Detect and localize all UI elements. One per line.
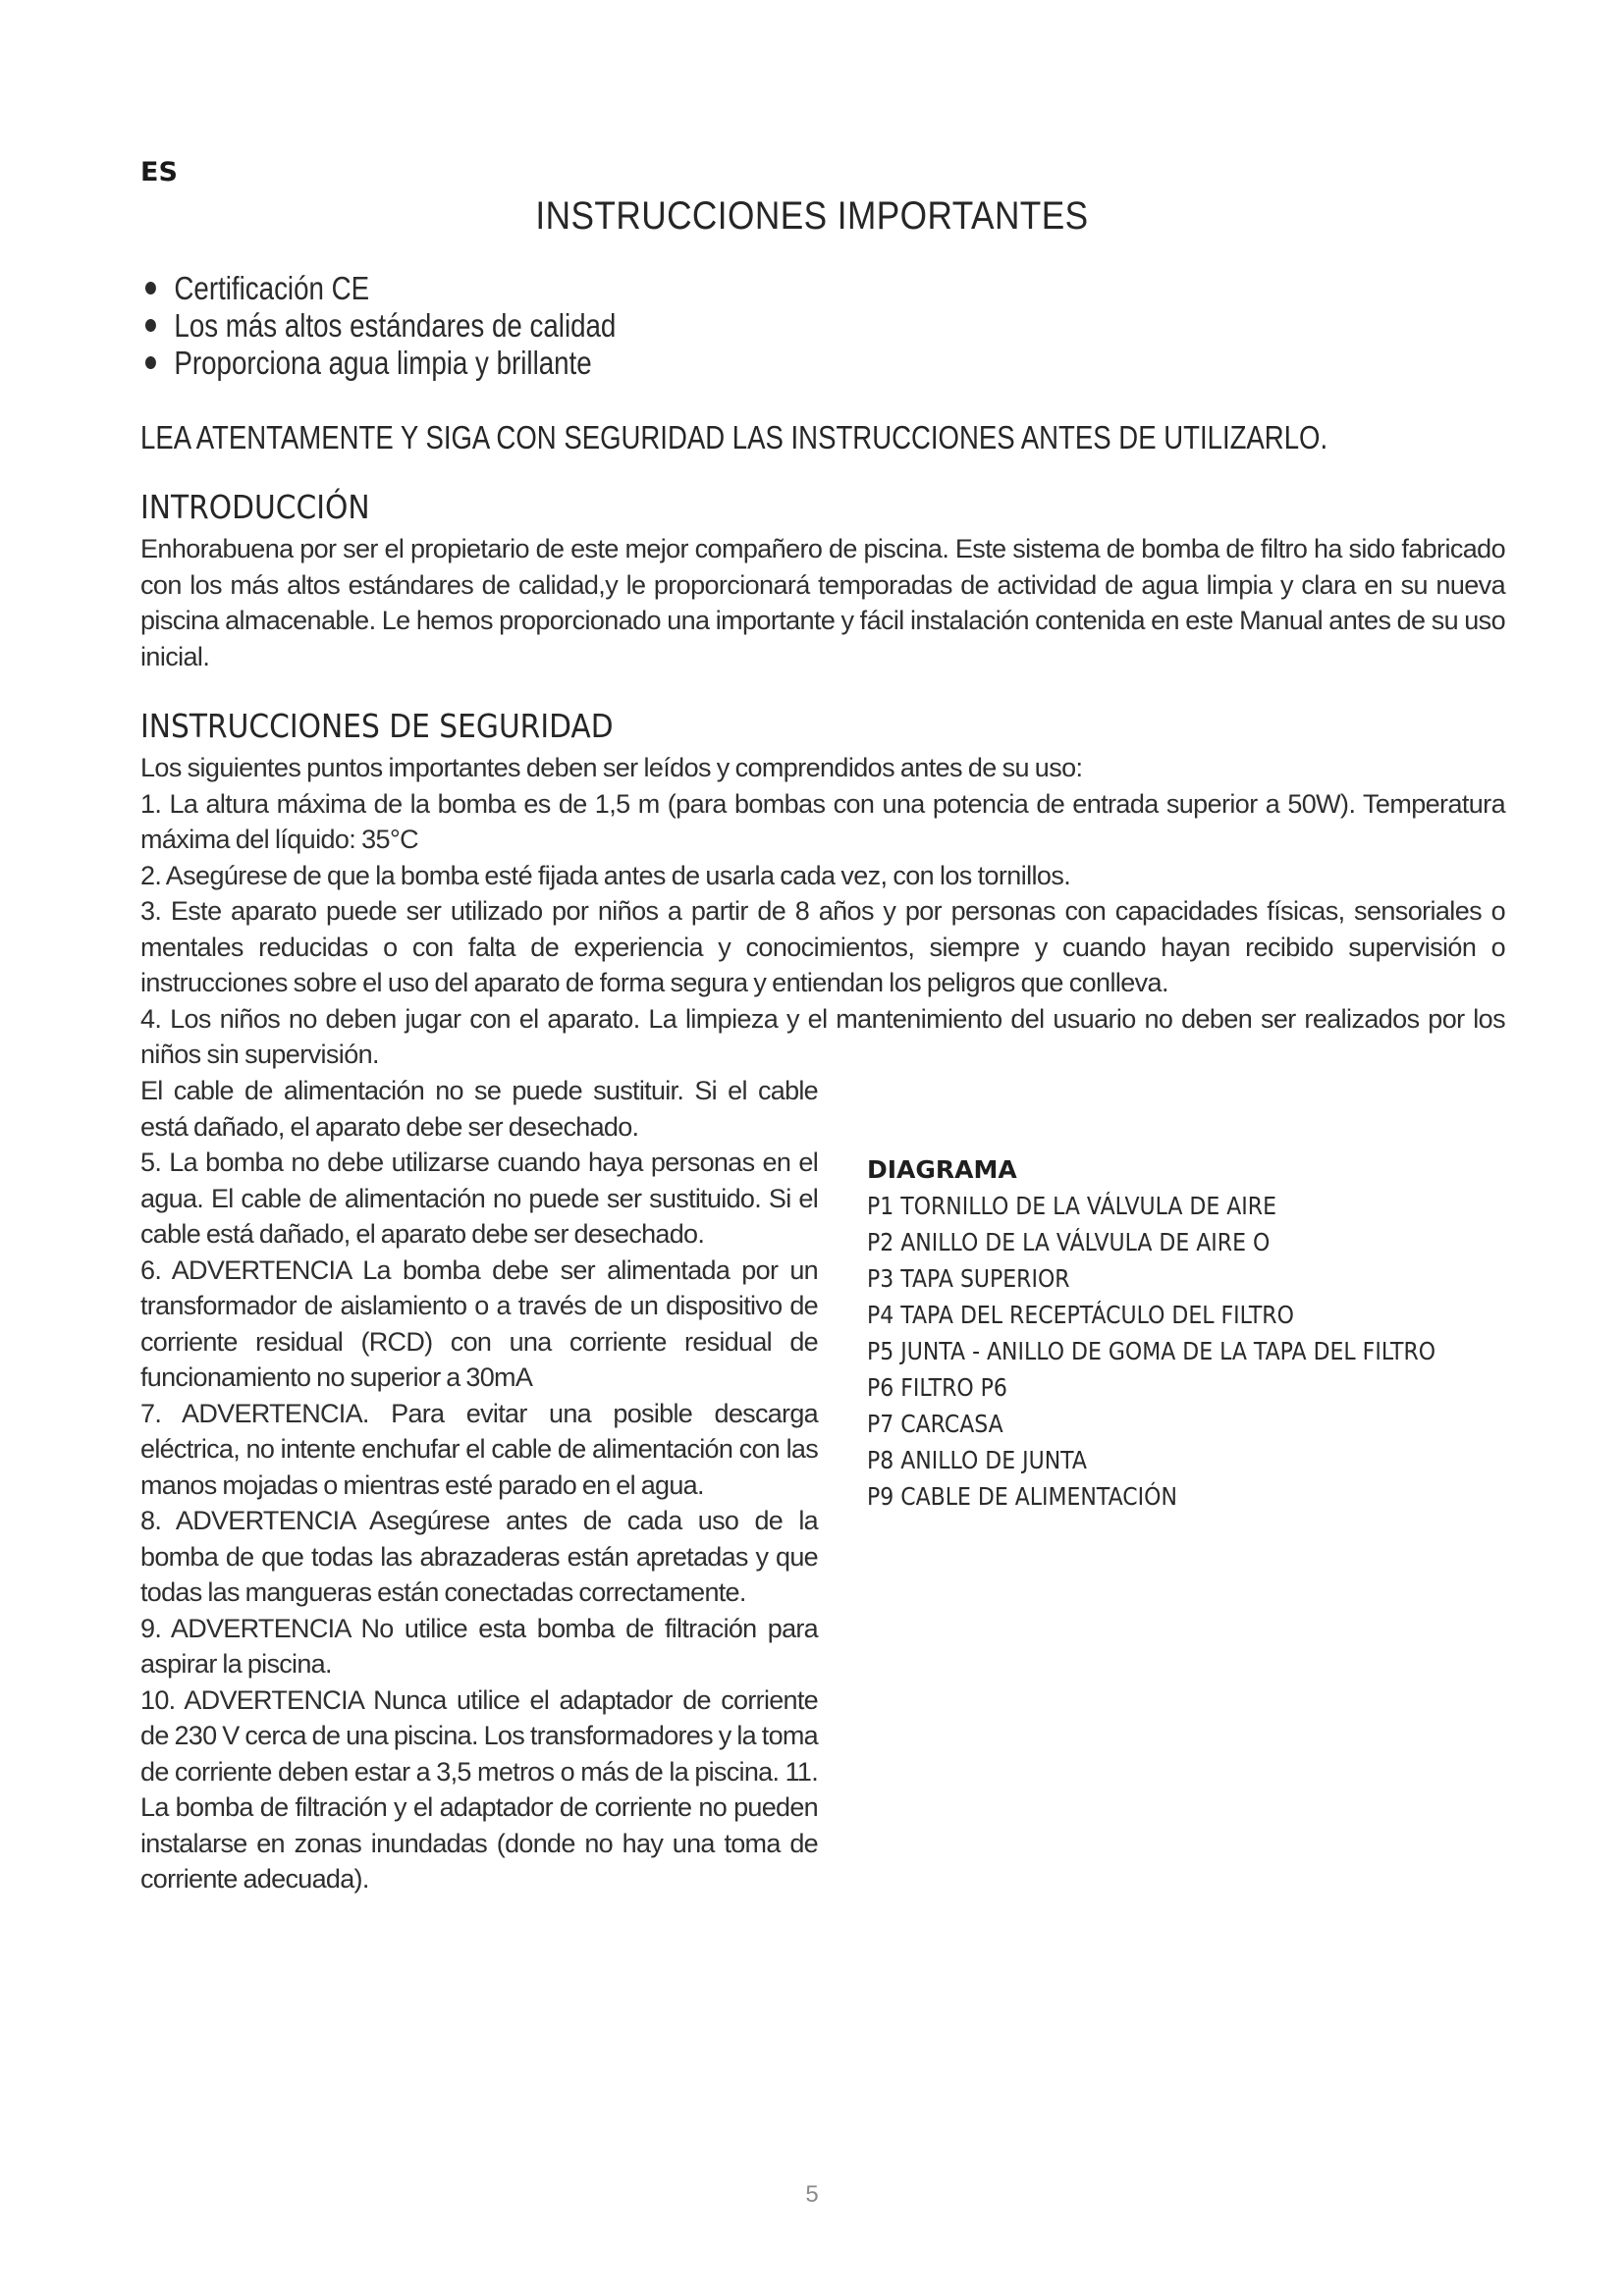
- safety-item: 1. La altura máxima de la bomba es de 1,5 m (para bombas con una potencia de entrada superior a 50W). Temperatura máxima del líquido: 35°C: [140, 788, 1505, 854]
- safety-item: 7. ADVERTENCIA. Para evitar una posible descarga eléctrica, no intente enchufar el cable de alimentación con las manos mojadas o mientras esté parado en el agua.: [140, 1398, 818, 1500]
- page-number: 5: [805, 2181, 819, 2208]
- page-title: INSTRUCCIONES IMPORTANTES: [535, 194, 1089, 238]
- diagram-part: P2 ANILLO DE LA VÁLVULA DE AIRE O: [867, 1228, 1271, 1256]
- safety-item: 3. Este aparato puede ser utilizado por niños a partir de 8 años y por personas con capacidades físicas, sensoriales o mentales reducidas o con falta de experiencia y conocimientos, siempre y cuando hayan recibido supervisión o instrucciones sobre el uso del aparato de forma segura y entiendan los peligros que conlleva.: [140, 896, 1505, 997]
- feature-text: Proporciona agua limpia y brillante: [174, 345, 592, 381]
- safety-item: 8. ADVERTENCIA Asegúrese antes de cada uso de la bomba de que todas las abrazaderas están apretadas y que todas las mangueras están conectadas correctamente.: [140, 1506, 818, 1607]
- safety-item: 6. ADVERTENCIA La bomba debe ser alimentada por un transformador de aislamiento o a través de un dispositivo de corriente residual (RCD) con una corriente residual de funcionamiento no superior a 30mA: [140, 1255, 818, 1392]
- diagram-part: P8 ANILLO DE JUNTA: [867, 1446, 1087, 1474]
- feature-item: [145, 270, 616, 307]
- diagram-parts-list: [867, 1151, 1513, 1515]
- safety-item: El cable de alimentación no se puede sustituir. Si el cable está dañado, el aparato debe ser desechado.: [140, 1076, 818, 1142]
- diagram-part: P6 FILTRO P6: [867, 1373, 1007, 1402]
- feature-text: Certificación CE: [174, 270, 370, 306]
- feature-text: Los más altos estándares de calidad: [174, 307, 617, 344]
- read-notice: LEA ATENTAMENTE Y SIGA CON SEGURIDAD LAS INSTRUCCIONES ANTES DE UTILIZARLO.: [140, 419, 1328, 455]
- feature-item: [145, 345, 616, 382]
- diagram-part: P3 TAPA SUPERIOR: [867, 1264, 1070, 1293]
- safety-lead: Los siguientes puntos importantes deben ser leídos y comprendidos antes de su uso:: [140, 753, 1083, 782]
- safety-item: 4. Los niños no deben jugar con el aparato. La limpieza y el mantenimiento del usuario no deben ser realizados por los niños sin supervisión.: [140, 1003, 1505, 1069]
- safety-item: 5. La bomba no debe utilizarse cuando haya personas en el agua. El cable de alimentación no puede ser sustituido. Si el cable está dañado, el aparato debe ser desechado.: [140, 1148, 818, 1249]
- safety-full-width-text: [140, 750, 1505, 1073]
- bullet-icon: [145, 319, 156, 332]
- feature-item: [145, 307, 616, 345]
- safety-item: 2. Asegúrese de que la bomba esté fijada antes de usarla cada vez, con los tornillos.: [140, 860, 1071, 890]
- bullet-icon: [145, 356, 156, 369]
- bullet-icon: [145, 282, 156, 294]
- diagram-part: P4 TAPA DEL RECEPTÁCULO DEL FILTRO: [867, 1301, 1294, 1329]
- safety-heading: INSTRUCCIONES DE SEGURIDAD: [140, 707, 614, 745]
- language-code: ES: [140, 157, 178, 187]
- diagram-part: P7 CARCASA: [867, 1410, 1003, 1438]
- diagram-part: P9 CABLE DE ALIMENTACIÓN: [867, 1482, 1177, 1511]
- feature-list: [145, 270, 706, 382]
- safety-item: 9. ADVERTENCIA No utilice esta bomba de filtración para aspirar la piscina.: [140, 1613, 818, 1679]
- safety-column-text: [140, 1073, 818, 1897]
- intro-text: Enhorabuena por ser el propietario de este mejor compañero de piscina. Este sistema de bomba de filtro ha sido fabricado con los más altos estándares de calidad,y le proporcionará temporadas de actividad de agua limpia y clara en su nueva piscina almacenable. Le hemos proporcionado una importante y fácil instalación contenida en este Manual antes de su uso inicial.: [140, 534, 1505, 671]
- diagram-part: P1 TORNILLO DE LA VÁLVULA DE AIRE: [867, 1192, 1276, 1220]
- diagram-title: DIAGRAMA: [867, 1155, 1017, 1184]
- safety-item: 10. ADVERTENCIA Nunca utilice el adaptador de corriente de 230 V cerca de una piscina. Los transformadores y la toma de corriente deben estar a 3,5 metros o más de la piscina. 11. La bomba de filtración y el adaptador de corriente no pueden instalarse en zonas inundadas (donde no hay una toma de corriente adecuada).: [140, 1684, 818, 1894]
- diagram-part: P5 JUNTA - ANILLO DE GOMA DE LA TAPA DEL FILTRO: [867, 1337, 1436, 1365]
- intro-heading: INTRODUCCIÓN: [140, 488, 370, 526]
